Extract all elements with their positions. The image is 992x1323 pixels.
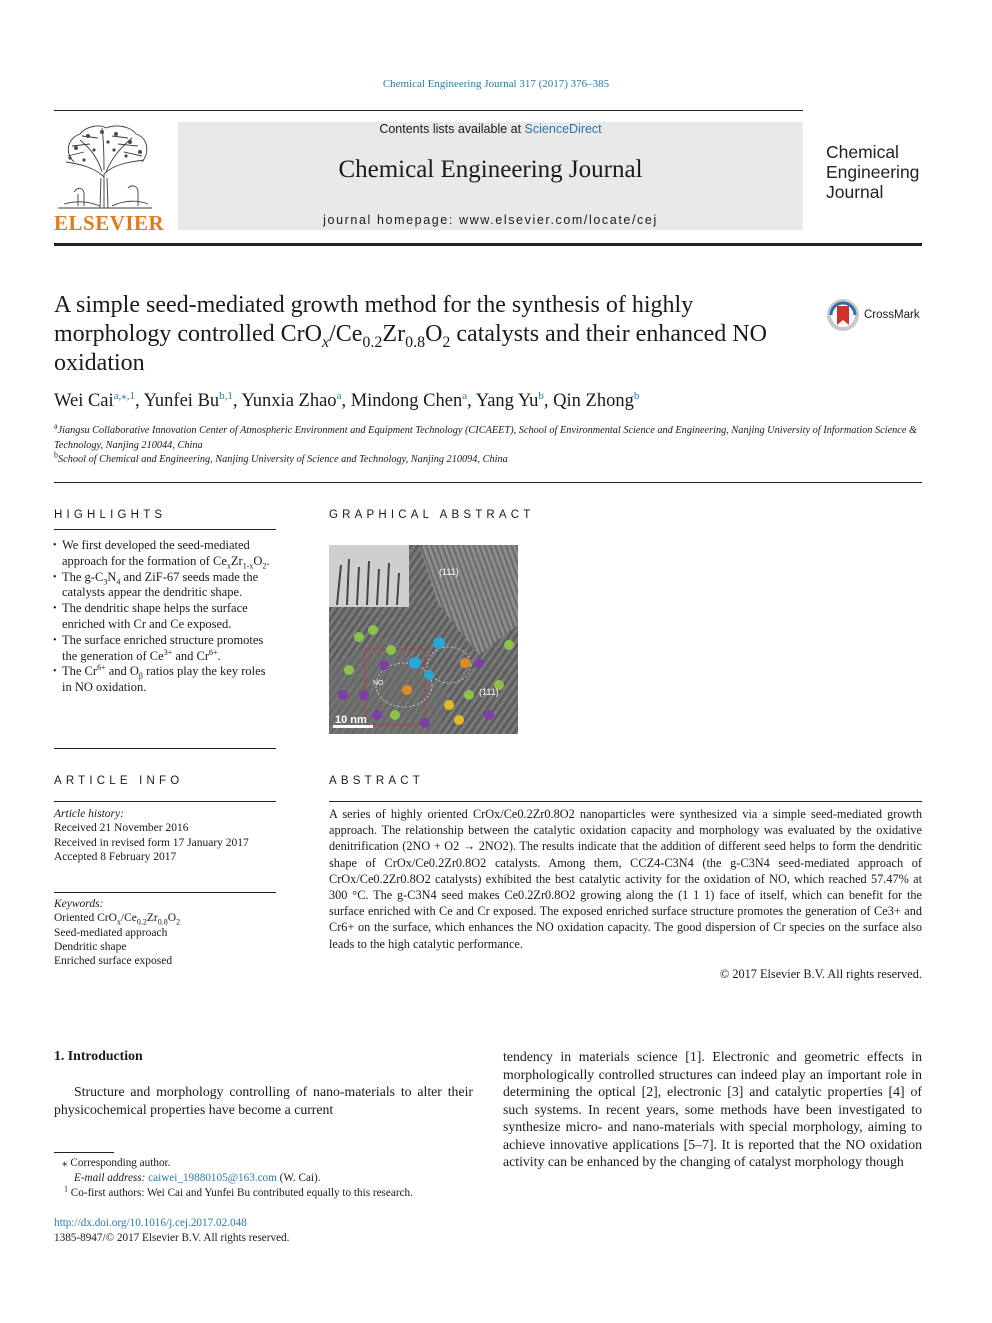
intro-col2: tendency in materials science [1]. Electronic and geometric effects in morphologically controlled structures can indeed play an important role in determining the optical [2], electronic [3] and catalytic properties [4] of such systems. In recent years, some methods have been investigated to synthesize micro- and nano-materials with special morphology, aiming to achieve innovative applications [5–7]. It is reported that the NO oxidation activity can be enhanced by the changing of catalyst morphology though: [503, 1049, 922, 1169]
crossmark-icon: [826, 298, 860, 332]
article-history: Article history: Received 21 November 2016 Received in revised form 17 January 2017 Accepted 8 February 2017: [54, 808, 249, 863]
highlights-rule: [54, 529, 276, 530]
paper-title: A simple seed-mediated growth method for the synthesis of highly morphology controlled $CrO_x/Ce_{0.2}Zr_{0.8}O_2$ catalysts and their enhanced NO oxidation: [54, 292, 767, 376]
highlights-bottom-rule: [54, 748, 276, 749]
graphical-abstract-heading: GRAPHICAL ABSTRACT: [329, 509, 535, 521]
crossmark-badge[interactable]: [826, 298, 920, 332]
highlight-item: • The dendritic shape helps the surface enriched with Cr and Ce exposed.: [54, 601, 278, 633]
author[interactable]: Wei Cai$^{a,⁎,1}$: [54, 389, 136, 411]
journal-title: Chemical Engineering Journal: [338, 156, 643, 183]
header-thick-rule: [54, 243, 922, 246]
highlight-item: • The surface enriched structure promotes the generation of $Ce^{3+}$ and $Cr^{6+}$.: [54, 633, 278, 665]
no-molecule-label: NO: [373, 680, 384, 687]
contents-line: Contents lists available at ScienceDirect: [379, 122, 602, 136]
intro-heading: 1. Introduction: [54, 1048, 143, 1063]
keywords-block: Keywords: Oriented $CrO_x/Ce_{0.2}Zr_{0.8}O_2$ Seed-mediated approach Dendritic shape Enriched surface exposed: [54, 897, 278, 968]
doi-link[interactable]: http://dx.doi.org/10.1016/j.cej.2017.02.048: [54, 1217, 247, 1229]
affiliation-b: $^b$School of Chemical and Engineering, Nanjing University of Science and Technology, Nanjing 210094, China: [54, 450, 508, 465]
article-info-heading: ARTICLE INFO: [54, 775, 184, 787]
affil-rule: [54, 482, 922, 483]
intro-col1: Structure and morphology controlling of nano-materials to alter their physicochemical properties have become a current: [54, 1084, 473, 1117]
lattice-label-2: (111): [479, 687, 499, 697]
lattice-label-1: (111): [439, 567, 459, 577]
article-info-rule: [54, 801, 276, 802]
scale-bar-label: 10 nm: [335, 714, 367, 726]
keywords-rule: [54, 892, 276, 893]
highlight-item: • The $g-C_3N_4$ and ZiF-67 seeds made the catalysts appear the dendritic shape.: [54, 570, 278, 602]
author[interactable]: Mindong Chen$^a$: [350, 389, 468, 411]
header-top-rule: [54, 110, 803, 111]
footnotes: ⁎ Corresponding author. E-mail address: caiwei_19880105@163.com (W. Cai). $^1$ Co-first authors: Wei Cai and Yunfei Bu contributed equally to this research.: [62, 1157, 413, 1199]
journal-logo: Chemical Engineering Journal: [826, 142, 920, 202]
author[interactable]: Yunxia Zhao$^a$: [241, 389, 342, 411]
keyword-item: Dendritic shape: [54, 940, 127, 953]
crossmark-label: CrossMark: [864, 309, 920, 321]
footnote-rule: [54, 1152, 114, 1153]
author[interactable]: Yang Yu$^b$: [475, 389, 544, 411]
highlights-list: [54, 538, 278, 696]
email-link[interactable]: caiwei_19880105@163.com: [148, 1172, 277, 1184]
journal-reference[interactable]: Chemical Engineering Journal 317 (2017) 376–385: [382, 78, 610, 90]
author[interactable]: Qin Zhong$^b$: [553, 389, 640, 411]
highlight-item: • The $Cr^{6+}$ and $O_\beta$ ratios play the key roles in NO oxidation.: [54, 664, 278, 696]
author-list: Wei Cai$^{a,⁎,1}$, Yunfei Bu$^{b,1}$, Yunxia Zhao$^a$, Mindong Chen$^a$, Yang Yu$^b$, Qin Zhong$^b$: [54, 389, 640, 411]
elsevier-tree-logo: [54, 122, 156, 210]
sciencedirect-link[interactable]: ScienceDirect: [524, 122, 602, 136]
keyword-item: Oriented $CrO_x/Ce_{0.2}Zr_{0.8}O_2$: [54, 912, 181, 927]
keyword-item: Seed-mediated approach: [54, 926, 168, 939]
highlights-heading: HIGHLIGHTS: [54, 509, 167, 521]
abstract-rule: [329, 801, 922, 802]
affiliation-a: $^a$Jiangsu Collaborative Innovation Center of Atmospheric Environment and Equipment Technology (CICAEET), School of Environmental Science and Engineering, Nanjing University of Information Science & Technology, Nanjing 210044, China: [54, 421, 918, 451]
graphical-abstract-image: [329, 545, 518, 734]
author[interactable]: Yunfei Bu$^{b,1}$: [143, 389, 233, 411]
keyword-item: Enriched surface exposed: [54, 955, 173, 968]
copyright-line: © 2017 Elsevier B.V. All rights reserved.: [719, 967, 922, 981]
issn-line: 1385-8947/© 2017 Elsevier B.V. All rights reserved.: [54, 1232, 290, 1244]
abstract-heading: ABSTRACT: [329, 775, 424, 787]
highlight-item: • We first developed the seed-mediated approach for the formation of $Ce_xZr_{1-x}O_2$.: [54, 538, 278, 570]
abstract-text: A series of highly oriented CrOx/Ce0.2Zr0.8O2 nanoparticles were synthesized via a simple seed-mediated growth approach. The relationship between the catalytic oxidation capacity and morphology was evaluated by the oxidative denitrification (2NO + O2 → 2NO2). The results indicate that the addition of different seed helps to form the dendritic shape of CrOx/Ce0.2Zr0.8O2 catalysts. Among them, CCZ4-C3N4 (the g-C3N4 seed-mediated approach of CrOx/Ce0.2Zr0.8O2 catalysts) exhibited the best catalytic activity for the oxidation of NO, which reached 57.47% at 300 °C. The g-C3N4 seed makes Ce0.2Zr0.8O2 growing along the (1 1 1) face of itself, which can benefit for the surface enriched with Ce and Cr exposed. The exposed enriched surface structure promotes the generation of Ce3+ and Cr6+ on the surface, which enhances the NO oxidation capacity. The good dispersion of Cr species on the surface also leads to the high catalytic performance.: [329, 807, 922, 951]
homepage-link[interactable]: www.elsevier.com/locate/cej: [459, 213, 658, 227]
journal-homepage: journal homepage: www.elsevier.com/locate/cej: [323, 213, 658, 227]
elsevier-wordmark: ELSEVIER: [54, 211, 165, 235]
journal-header-box: [178, 122, 803, 230]
